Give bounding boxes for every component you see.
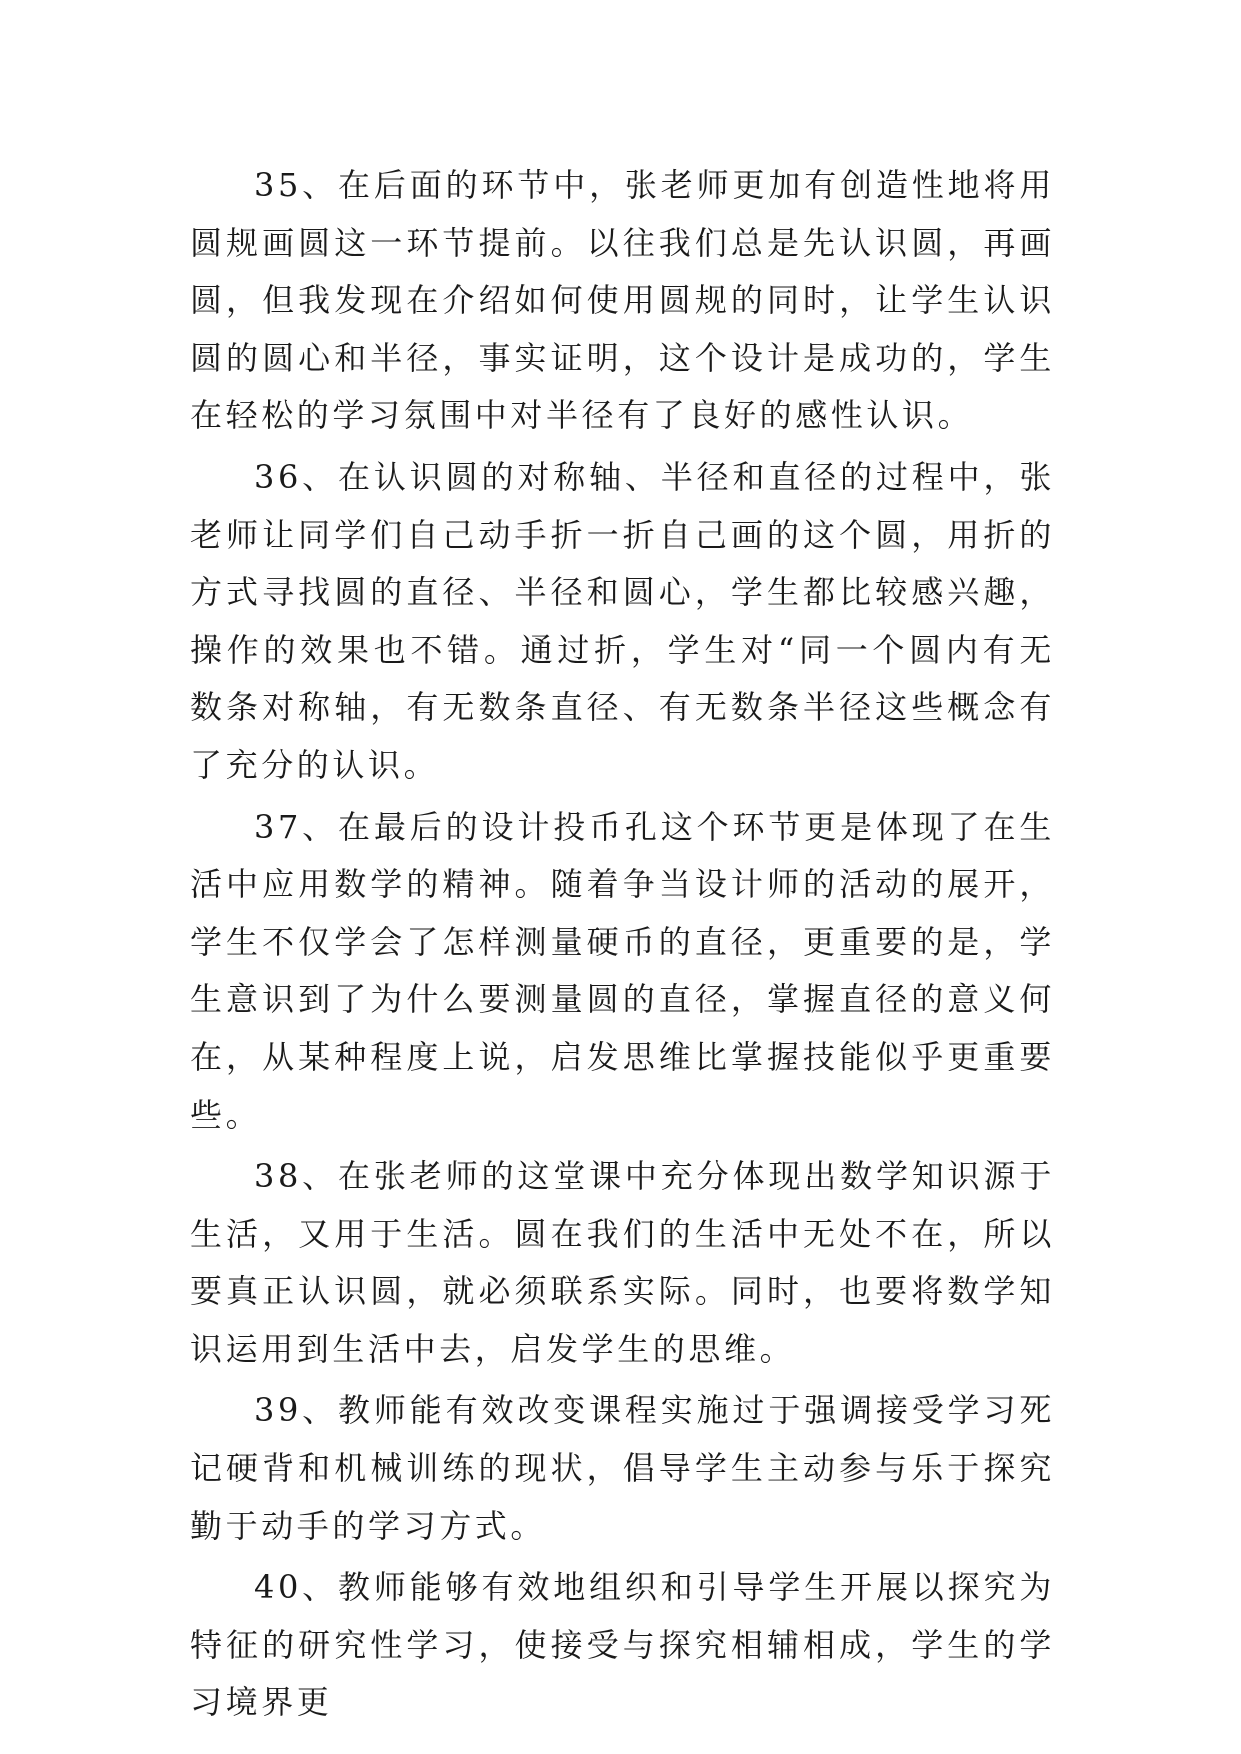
paragraph-39: 39、教师能有效改变课程实施过于强调接受学习死记硬背和机械训练的现状，倡导学生主动参与乐于探究勤于动手的学习方式。 xyxy=(190,1391,1055,1545)
paragraph-37: 37、在最后的设计投币孔这个环节更是体现了在生活中应用数学的精神。随着争当设计师的活动的展开，学生不仅学会了怎样测量硬币的直径，更重要的是，学生意识到了为什么要测量圆的直径，掌握直径的意义何在，从某种程度上说，启发思维比掌握技能似乎更重要些。 xyxy=(190,807,1055,1134)
paragraph-35: 35、在后面的环节中，张老师更加有创造性地将用圆规画圆这一环节提前。以往我们总是先认识圆，再画圆，但我发现在介绍如何使用圆规的同时，让学生认识圆的圆心和半径，事实证明，这个设计是成功的，学生在轻松的学习氛围中对半径有了良好的感性认识。 xyxy=(190,166,1055,435)
paragraph-38: 38、在张老师的这堂课中充分体现出数学知识源于生活，又用于生活。圆在我们的生活中无处不在，所以要真正认识圆，就必须联系实际。同时，也要将数学知识运用到生活中去，启发学生的思维。 xyxy=(190,1157,1055,1368)
paragraph-40: 40、教师能够有效地组织和引导学生开展以探究为特征的研究性学习，使接受与探究相辅相成，学生的学习境界更 xyxy=(190,1568,1055,1722)
paragraph-36: 36、在认识圆的对称轴、半径和直径的过程中，张老师让同学们自己动手折一折自己画的这个圆，用折的方式寻找圆的直径、半径和圆心，学生都比较感兴趣，操作的效果也不错。通过折，学生对“同一个圆内有无数条对称轴，有无数条直径、有无数条半径这些概念有了充分的认识。 xyxy=(190,457,1055,784)
document-body xyxy=(190,157,1055,1736)
